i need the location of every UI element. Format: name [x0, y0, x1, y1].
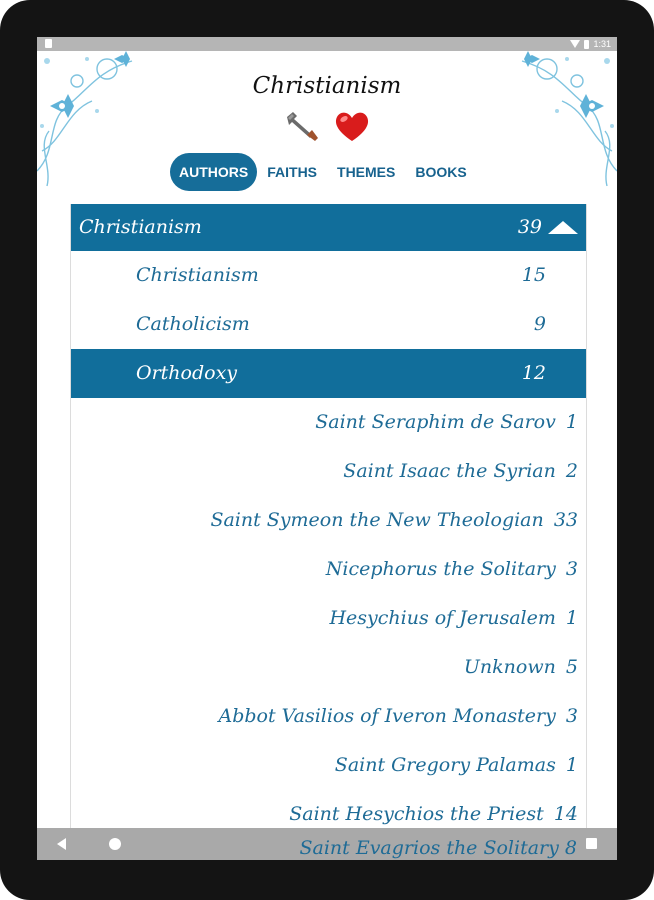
author-name: Unknown — [463, 656, 556, 678]
author-count: 14 — [553, 803, 578, 825]
author-name: Saint Gregory Palamas — [334, 754, 556, 776]
author-name: Saint Isaac the Syrian — [343, 460, 556, 482]
collapse-arrow-icon[interactable] — [548, 221, 578, 234]
author-name: Saint Evagrios the Solitary — [299, 837, 559, 859]
author-count: 3 — [565, 558, 578, 580]
subgroup-count: 9 — [533, 313, 546, 335]
author-count: 8 — [564, 837, 577, 859]
recent-apps-icon[interactable] — [586, 838, 597, 849]
tab-authors[interactable]: AUTHORS — [170, 153, 257, 191]
author-count: 2 — [565, 460, 578, 482]
subgroup-count: 12 — [521, 362, 546, 384]
battery-icon — [584, 40, 589, 49]
subgroup-item[interactable] — [71, 251, 586, 300]
author-count: 5 — [565, 656, 578, 678]
subgroup-count: 15 — [521, 264, 546, 286]
group-count: 39 — [517, 216, 542, 238]
screen — [37, 37, 617, 860]
author-count: 33 — [553, 509, 578, 531]
status-bar — [37, 37, 617, 51]
back-icon[interactable] — [57, 838, 66, 850]
author-name: Hesychius of Jerusalem — [329, 607, 556, 629]
subgroup-item-selected[interactable] — [71, 349, 586, 398]
author-name: Saint Symeon the New Theologian — [210, 509, 544, 531]
wrench-icon[interactable] — [283, 109, 321, 143]
tab-faiths[interactable]: FAITHS — [267, 164, 318, 180]
author-item[interactable] — [71, 545, 586, 594]
subgroup-item[interactable] — [71, 300, 586, 349]
author-name: Saint Seraphim de Sarov — [315, 411, 556, 433]
group-label: Christianism — [79, 216, 202, 238]
group-header-christianism[interactable] — [71, 204, 586, 251]
author-item[interactable] — [71, 594, 586, 643]
author-item[interactable] — [71, 496, 586, 545]
subgroup-label: Orthodoxy — [136, 362, 238, 384]
author-count: 1 — [565, 754, 578, 776]
author-item[interactable] — [71, 398, 586, 447]
author-item[interactable] — [71, 741, 586, 790]
author-list — [70, 204, 587, 860]
author-name: Nicephorus the Solitary — [325, 558, 556, 580]
toolbar — [37, 109, 617, 143]
author-count: 1 — [565, 607, 578, 629]
app-title: Christianism — [252, 73, 402, 99]
subgroup-label: Catholicism — [136, 313, 250, 335]
author-count: 1 — [565, 411, 578, 433]
notification-icon — [45, 39, 52, 48]
tab-themes[interactable]: THEMES — [337, 164, 396, 180]
subgroup-label: Christianism — [136, 264, 259, 286]
status-indicators — [570, 38, 611, 50]
author-item[interactable] — [71, 692, 586, 741]
author-name: Abbot Vasilios of Iveron Monastery — [218, 705, 556, 727]
author-name: Saint Hesychios the Priest — [289, 803, 544, 825]
tab-bar — [170, 153, 477, 191]
author-item[interactable] — [71, 447, 586, 496]
author-count: 3 — [565, 705, 578, 727]
heart-icon[interactable] — [333, 109, 371, 143]
author-item[interactable] — [71, 643, 586, 692]
tab-books[interactable]: BOOKS — [415, 164, 467, 180]
author-item-partial[interactable] — [70, 828, 577, 860]
wifi-icon — [570, 40, 580, 48]
status-time: 1:31 — [593, 39, 611, 49]
